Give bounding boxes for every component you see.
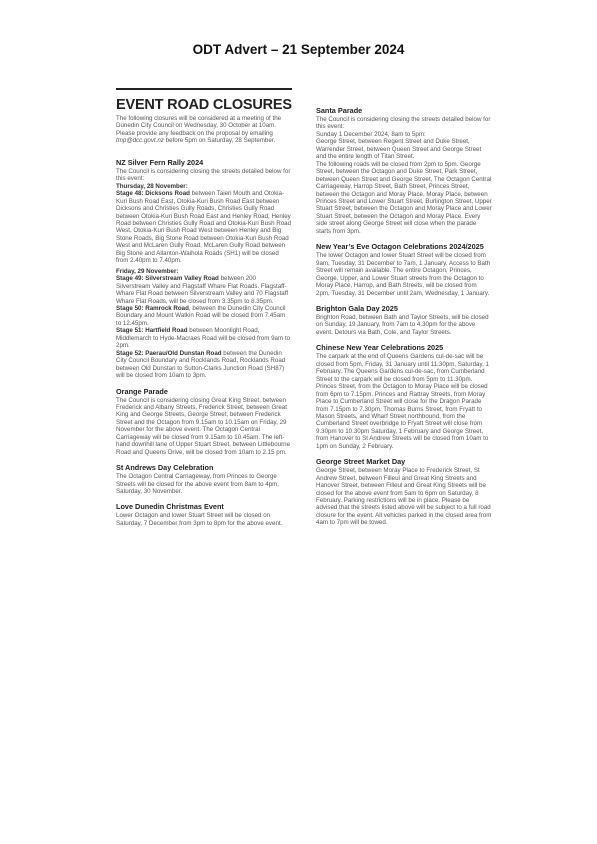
- stage-50-text: , between the Dunedin City Council Boundary and Mount Watkin Road will be closed from 7.45am to 12.45pm.: [116, 304, 286, 327]
- santa-parade-text-3: George Street, between Regent Street and Duke Street, Warrender Street, between Queen Street and George Street and the entire length of Titan Street.: [316, 138, 482, 161]
- new-years-eve-title: New Year’s Eve Octagon Celebrations 2024/2025: [316, 242, 484, 252]
- stage-51-text: between Moonlight Road, Middlemarch to Hyde-Macraes Road will be closed from 9am to 2pm.: [116, 327, 291, 350]
- right-column: [316, 88, 492, 527]
- brighton-gala-title: Brighton Gala Day 2025: [316, 303, 398, 313]
- intro-paragraph: [116, 115, 292, 145]
- stage-48-text: between Taieri Mouth and Otokia-Kuri Bush Road East, Otokia-Kuri Bush Road East between Dicksons and Christies Gully Roads, Christies Gully Road between Otokia-Kuri Bush Road East and Henley Road, Henley Road between Christies Gully Road and Otokia-Kuri Bush Road West, Otokia-Kuri Bush Road West between Henley and Big Stone Roads, Big Stone Road between Otokia-Kuri Bush Road West and McLaren Gully Road, McLaren Gully Road between Big Stone and Allanton-Waihola Roads (SH1) will be closed from 2.40pm to 7.40pm.: [116, 190, 292, 265]
- orange-parade-title: Orange Parade: [116, 386, 168, 396]
- silver-fern-intro: The Council is considering closing the streets detailed below for this event:: [116, 167, 291, 183]
- title-rule: [116, 88, 292, 90]
- santa-parade-title: Santa Parade: [316, 106, 363, 115]
- stage-48-label: Stage 48: Dicksons Road: [116, 190, 190, 198]
- st-andrews-title: St Andrews Day Celebration: [116, 463, 214, 473]
- stage-51: [116, 327, 292, 349]
- love-dunedin-text: Lower Octagon and lower Stuart Street will be closed on Saturday, 7 December from 3pm to 8pm for the above event.: [116, 512, 283, 527]
- intro-text-after: before 5pm on Saturday, 28 September.: [163, 137, 276, 145]
- santa-parade-text-1: The Council is considering closing the streets detailed below for this event:: [316, 116, 491, 131]
- stage-49-text: between 200 Silverstream Valley and Flagstaff Whare Flat Roads. Flagstaff-Whare Flat Road between Silverstream Valley and 70 Flagstaff Whare Flat Roads, will be closed from 3.35pm to 8.35pm.: [116, 275, 289, 305]
- new-years-eve-text: The lower Octagon and lower Stuart Street will be closed from 9am, Tuesday, 31 December to 7am, 1 January. Access to Bath Street will remain available. The entire Octagon, Princes, George, Upper, and Lower Stuart streets from the Octagon to Moray Place, Harrop, and Bath Streets, will be closed from 2pm, Tuesday, 31 December until 2am, Wednesday, 1 January.: [316, 252, 491, 297]
- silver-fern-day2: Friday, 29 November:: [116, 267, 179, 275]
- stage-48: [116, 190, 292, 265]
- santa-parade-text-2: Sunday 1 December 2024, 8am to 5pm:: [316, 130, 426, 138]
- chinese-new-year-title: Chinese New Year Celebrations 2025: [316, 343, 444, 353]
- main-title: EVENT ROAD CLOSURES: [116, 97, 292, 113]
- silver-fern-day1: Thursday, 28 November:: [116, 182, 188, 190]
- george-street-market-text: George Street, between Moray Place to Frederick Street, St Andrew Street, between Filleul and Great King Streets and Hanover Street, between Filleul and Great King Streets will be closed for the above event from 5am to 6pm on Saturday, 8 February. Parking restrictions will be in place. Please be advised that the streets listed above will be subject to a full road closure for the event. All vehicles parked in the closed area from 4am to 7pm will be towed.: [316, 467, 492, 527]
- george-street-market-title: George Street Market Day: [316, 457, 406, 467]
- stage-51-label: Stage 51: Hartfield Road: [116, 327, 188, 335]
- stage-52: [116, 350, 292, 380]
- page-header: ODT Advert – 21 September 2024: [192, 42, 405, 57]
- stage-49: [116, 275, 292, 305]
- stage-52-label: Stage 52: Paerau/Old Dunstan Road: [116, 349, 222, 357]
- santa-parade-text-4: The following roads will be closed from 2pm to 5pm. George Street, between the Octagon and Duke Street, Park Street, between Queen Street and George Street, The Octagon Central Carriageway, Harrop Street, Bath Street, Princes Street, between the Octagon and Moray Place, Moray Place, between Princes Street and Lower Stuart Street, Burlington Street, Upper Stuart Street, between the Octagon and Moray Place and Lower Stuart Street, between the Octagon and Moray Place. Every side street along George Street will close when the parade starts from 3pm.: [316, 160, 492, 235]
- chinese-new-year-text: The carpark at the end of Queens Gardens cul-de-sac will be closed from 5pm, Friday, 31 January until 11.30pm, Saturday, 1 February. The Queens Gardens cul-de-sac, from Cumberland Street to the carpark will be closed from 5pm to 11.30pm. Princes Street, from the Octagon to Moray Place will be closed from 6pm to 7.15pm. Princes and Rattray Streets, from Moray Place to Cumberland Street will close for the Dragon Parade from 7.15pm to 7.30pm. Thomas Burns Street, from Fryatt to Mason Streets, and Wharf Street northbound, from the Cumberland Street overbridge to Fryatt Street will close from 9.30pm to 10.30pm Saturday, 1 February and George Street, from Hanover to St Andrew Streets will be closed from 10am to 1pm on Sunday, 2 February.: [316, 353, 489, 450]
- stage-50-label: Stage 50: Ramrock Road: [116, 304, 189, 312]
- stage-50: [116, 305, 292, 327]
- stage-52-text: between the Dunedin City Council Boundary and Rocklands Road, Rocklands Road between Old Dunstan to Sutton-Clarks Junction Road (SH87) will be closed from 10am to 3pm.: [116, 349, 286, 380]
- st-andrews-text: The Octagon Central Carriageway, from Princes to George Streets will be closed for the above event from 8am to 4pm, Saturday, 30 November.: [116, 473, 280, 496]
- feedback-email: tmp@dcc.govt.nz: [116, 137, 164, 145]
- orange-parade-text: The Council is considering closing Great King Street, between Frederick and Albany Streets, Frederick Street, between Great King and George Streets, George Street, between Frederick Street and the Octagon from 9.15am to 10.15am on Friday, 29 November for the above event. The Octagon Central Carriageway will be closed from 9.15am to 10.45am. The left-hand downhill lane of Upper Stuart Street, between Littlebourne Road and Queens Drive, will be closed from 10am to 2.15 pm.: [116, 396, 291, 456]
- brighton-gala-text: Brighton Road, between Bath and Taylor Streets, will be closed on Sunday, 19 January, from 7am to 4.30pm for the above event. Detours via Bath, Cole, and Taylor Streets.: [316, 313, 489, 336]
- silver-fern-title: NZ Silver Fern Rally 2024: [116, 157, 204, 167]
- love-dunedin-title: Love Dunedin Christmas Event: [116, 502, 224, 512]
- intro-text-before: The following closures will be considered at a meeting of the Dunedin City Council on Wednesday, 30 October at 10am. Please provide any feedback on the proposal by emailing: [116, 115, 282, 137]
- left-column: [116, 88, 292, 527]
- stage-49-label: Stage 49: Silverstream Valley Road: [116, 275, 219, 283]
